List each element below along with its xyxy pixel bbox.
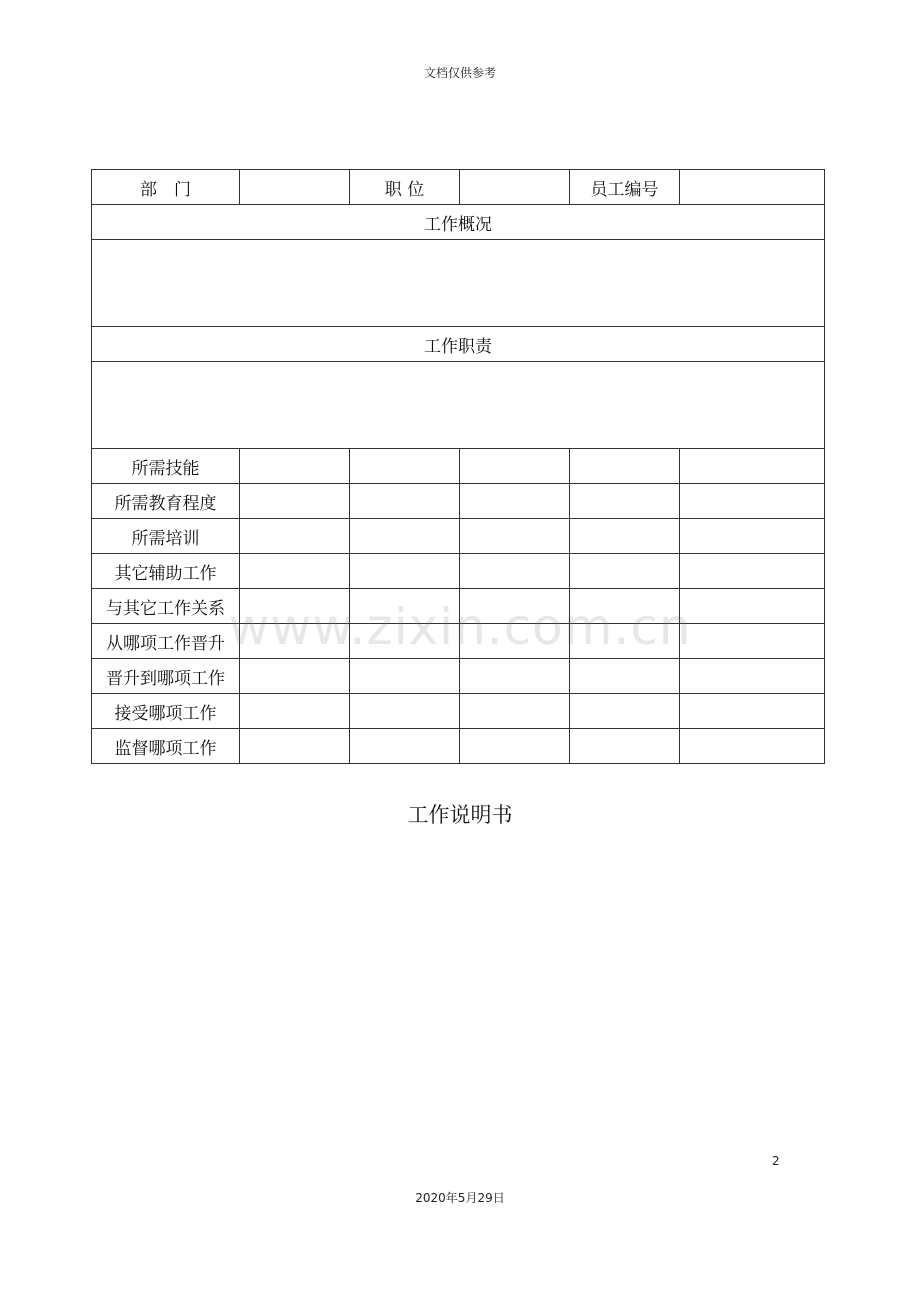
detail-cell[interactable]	[240, 659, 350, 694]
detail-row-label: 接受哪项工作	[92, 694, 240, 729]
form-header-row	[92, 170, 825, 205]
detail-cell[interactable]	[350, 484, 460, 519]
detail-cell[interactable]	[460, 519, 570, 554]
detail-cell[interactable]	[240, 449, 350, 484]
detail-row	[92, 554, 825, 589]
detail-cell[interactable]	[570, 659, 680, 694]
detail-row	[92, 694, 825, 729]
detail-cell[interactable]	[350, 449, 460, 484]
detail-row-label: 与其它工作关系	[92, 589, 240, 624]
detail-cell[interactable]	[350, 729, 460, 764]
detail-row	[92, 449, 825, 484]
detail-cell[interactable]	[680, 554, 825, 589]
detail-cell[interactable]	[240, 589, 350, 624]
detail-cell[interactable]	[570, 519, 680, 554]
detail-row	[92, 624, 825, 659]
detail-cell[interactable]	[350, 554, 460, 589]
detail-row-label: 所需培训	[92, 519, 240, 554]
detail-cell[interactable]	[570, 624, 680, 659]
detail-cell[interactable]	[240, 729, 350, 764]
position-field[interactable]	[460, 170, 570, 205]
detail-cell[interactable]	[680, 624, 825, 659]
position-label: 职 位	[350, 170, 460, 205]
department-field[interactable]	[240, 170, 350, 205]
detail-cell[interactable]	[570, 449, 680, 484]
detail-row	[92, 484, 825, 519]
page-header: 文档仅供参考	[423, 66, 496, 80]
detail-cell[interactable]	[680, 449, 825, 484]
overview-field[interactable]	[92, 240, 825, 327]
detail-cell[interactable]	[570, 729, 680, 764]
detail-row-label: 监督哪项工作	[92, 729, 240, 764]
detail-cell[interactable]	[460, 554, 570, 589]
duties-title-row	[92, 327, 825, 362]
page-number: 2	[772, 1154, 780, 1168]
detail-cell[interactable]	[350, 589, 460, 624]
detail-row-label: 所需教育程度	[92, 484, 240, 519]
detail-cell[interactable]	[240, 624, 350, 659]
department-label: 部 门	[92, 170, 240, 205]
detail-row-label: 从哪项工作晋升	[92, 624, 240, 659]
detail-row	[92, 519, 825, 554]
detail-cell[interactable]	[570, 554, 680, 589]
duties-body-row	[92, 362, 825, 449]
detail-cell[interactable]	[570, 694, 680, 729]
detail-row-label: 晋升到哪项工作	[92, 659, 240, 694]
detail-cell[interactable]	[460, 484, 570, 519]
detail-row-label: 所需技能	[92, 449, 240, 484]
overview-title-row	[92, 205, 825, 240]
detail-cell[interactable]	[240, 484, 350, 519]
duties-title: 工作职责	[92, 327, 825, 362]
detail-cell[interactable]	[350, 519, 460, 554]
detail-cell[interactable]	[460, 449, 570, 484]
watermark: www.zixin.com.cn	[228, 598, 692, 656]
detail-row-label: 其它辅助工作	[92, 554, 240, 589]
detail-cell[interactable]	[350, 624, 460, 659]
employee-id-label: 员工编号	[570, 170, 680, 205]
detail-cell[interactable]	[460, 659, 570, 694]
detail-cell[interactable]	[680, 589, 825, 624]
detail-cell[interactable]	[460, 624, 570, 659]
detail-cell[interactable]	[240, 519, 350, 554]
detail-cell[interactable]	[680, 659, 825, 694]
footer-date: 2020年5月29日	[415, 1191, 505, 1205]
detail-cell[interactable]	[680, 694, 825, 729]
overview-body-row	[92, 240, 825, 327]
overview-title: 工作概况	[92, 205, 825, 240]
detail-cell[interactable]	[460, 589, 570, 624]
detail-cell[interactable]	[680, 484, 825, 519]
detail-cell[interactable]	[240, 554, 350, 589]
detail-cell[interactable]	[570, 589, 680, 624]
detail-cell[interactable]	[570, 484, 680, 519]
detail-row	[92, 589, 825, 624]
detail-cell[interactable]	[680, 729, 825, 764]
detail-cell[interactable]	[350, 694, 460, 729]
employee-id-field[interactable]	[680, 170, 825, 205]
detail-cell[interactable]	[240, 694, 350, 729]
detail-row	[92, 659, 825, 694]
detail-cell[interactable]	[460, 729, 570, 764]
document-title: 工作说明书	[407, 803, 513, 827]
duties-field[interactable]	[92, 362, 825, 449]
job-description-form	[91, 169, 825, 764]
detail-row	[92, 729, 825, 764]
detail-cell[interactable]	[460, 694, 570, 729]
detail-cell[interactable]	[350, 659, 460, 694]
detail-cell[interactable]	[680, 519, 825, 554]
